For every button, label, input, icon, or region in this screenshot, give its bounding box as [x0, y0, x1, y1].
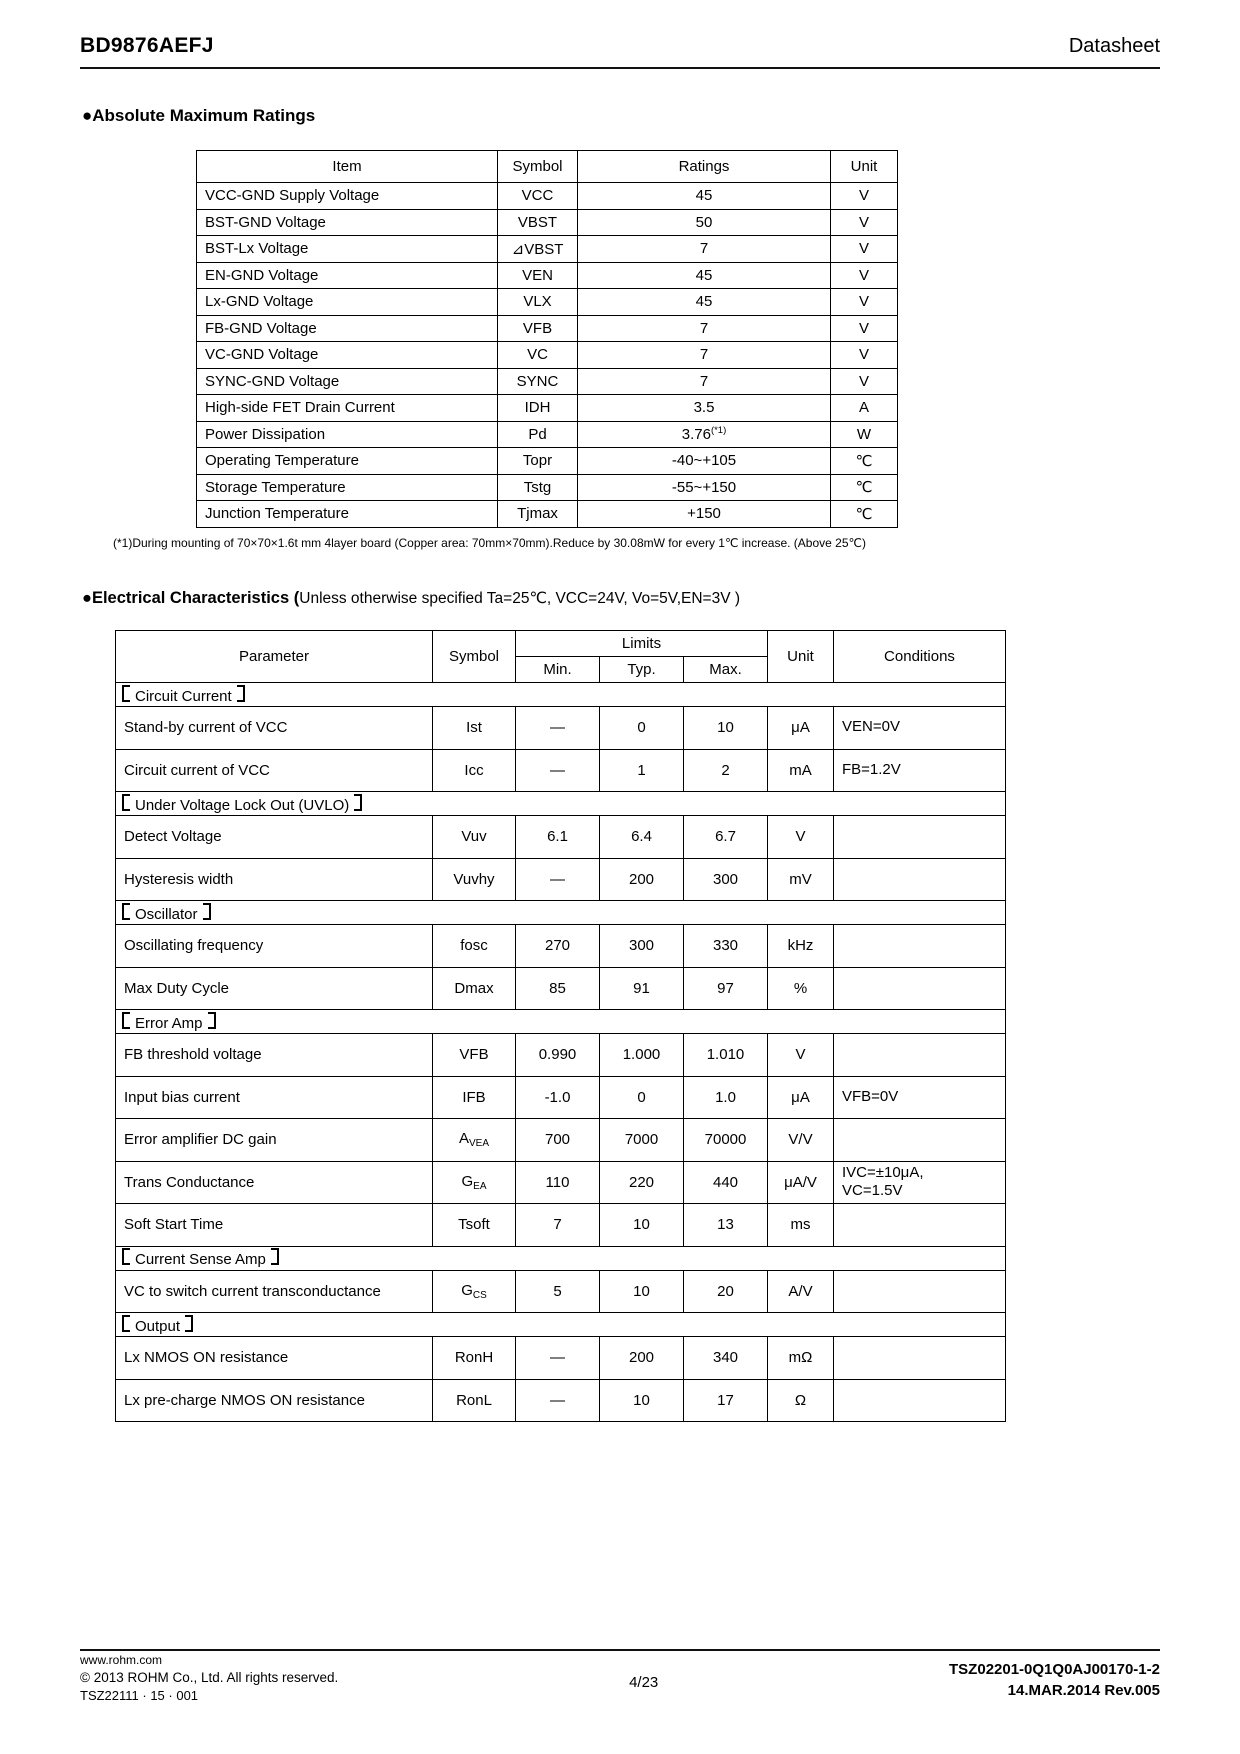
- ec-conditions-cell: VEN=0V: [834, 707, 1006, 750]
- table-row: [197, 395, 898, 422]
- section-label-cell: [116, 683, 1006, 707]
- col-header-max: Max.: [684, 657, 768, 683]
- amr-ratings-cell: -40~+105: [578, 448, 831, 475]
- ec-min-cell: —: [516, 1379, 600, 1422]
- ec-unit-cell: V: [768, 816, 834, 859]
- col-header-limits: Limits: [516, 631, 768, 657]
- ec-conditions-cell: [834, 1270, 1006, 1313]
- table-row: [197, 421, 898, 448]
- ec-unit-cell: ms: [768, 1204, 834, 1247]
- amr-symbol-cell: VFB: [498, 315, 578, 342]
- electrical-characteristics-table: [115, 630, 1006, 1422]
- ec-symbol-cell: [433, 1161, 516, 1204]
- symbol-base: G: [461, 1281, 473, 1299]
- amr-ratings-cell: 50: [578, 209, 831, 236]
- amr-symbol-cell: Pd: [498, 421, 578, 448]
- ec-conditions-cell: [834, 1161, 1006, 1204]
- amr-item-cell: Storage Temperature: [197, 474, 498, 501]
- ec-max-cell: 97: [684, 967, 768, 1010]
- ec-conditions-cell: FB=1.2V: [834, 749, 1006, 792]
- page-footer: [80, 1649, 1160, 1703]
- table-row: [197, 448, 898, 475]
- ec-unit-cell: mΩ: [768, 1337, 834, 1380]
- ec-conditions-cell: [834, 1379, 1006, 1422]
- amr-unit-cell: ℃: [831, 474, 898, 501]
- ec-min-cell: 0.990: [516, 1034, 600, 1077]
- ec-min-cell: —: [516, 749, 600, 792]
- section-label-cell: [116, 1010, 1006, 1034]
- rohm-website: www.rohm.com: [80, 1653, 163, 1667]
- ec-conditions-cell: [834, 816, 1006, 859]
- footer-doc-number: TSZ22111 · 15 · 001: [80, 1688, 199, 1703]
- amr-unit-cell: V: [831, 315, 898, 342]
- ec-typ-cell: 0: [600, 1076, 684, 1119]
- lenticular-bracket-left-icon: [122, 1248, 130, 1265]
- lenticular-bracket-right-icon: [237, 685, 245, 702]
- amr-ratings-cell: 7: [578, 315, 831, 342]
- ec-min-cell: -1.0: [516, 1076, 600, 1119]
- col-header-ratings: Ratings: [578, 151, 831, 183]
- ec-max-cell: 6.7: [684, 816, 768, 859]
- ec-min-cell: —: [516, 707, 600, 750]
- ec-unit-cell: V/V: [768, 1119, 834, 1162]
- ec-conditions-cell: [834, 858, 1006, 901]
- amr-unit-cell: V: [831, 289, 898, 316]
- ec-typ-cell: 0: [600, 707, 684, 750]
- ec-max-cell: 17: [684, 1379, 768, 1422]
- table-row: [197, 289, 898, 316]
- table-row: [116, 1119, 1006, 1162]
- lenticular-bracket-left-icon: [122, 794, 130, 811]
- ec-parameter-cell: Lx pre-charge NMOS ON resistance: [116, 1379, 433, 1422]
- table-row: [116, 858, 1006, 901]
- table-row: [116, 925, 1006, 968]
- ec-parameter-cell: Detect Voltage: [116, 816, 433, 859]
- ec-min-cell: 270: [516, 925, 600, 968]
- ec-typ-cell: 200: [600, 1337, 684, 1380]
- col-header-symbol: Symbol: [498, 151, 578, 183]
- amr-unit-cell: ℃: [831, 448, 898, 475]
- table-row: [116, 1204, 1006, 1247]
- section-label-cell: [116, 1246, 1006, 1270]
- footer-right-block: [949, 1653, 1160, 1703]
- amr-symbol-cell: Tstg: [498, 474, 578, 501]
- lenticular-bracket-right-icon: [354, 794, 362, 811]
- ec-parameter-cell: Trans Conductance: [116, 1161, 433, 1204]
- amr-unit-cell: ℃: [831, 501, 898, 528]
- ec-max-cell: 20: [684, 1270, 768, 1313]
- table-row: [116, 707, 1006, 750]
- amr-ratings-cell: 7: [578, 342, 831, 369]
- table-row: [116, 1337, 1006, 1380]
- amr-ratings-cell: -55~+150: [578, 474, 831, 501]
- section-row: [116, 1246, 1006, 1270]
- table-row: [197, 183, 898, 210]
- ec-min-cell: 85: [516, 967, 600, 1010]
- amr-footnote: (*1)During mounting of 70×70×1.6t mm 4layer board (Copper area: 70mm×70mm).Reduce by 30.08mW for every 1℃ increase. (Above 25℃): [113, 536, 866, 550]
- ec-min-cell: 7: [516, 1204, 600, 1247]
- ec-unit-cell: Ω: [768, 1379, 834, 1422]
- symbol-subscript: CS: [472, 1289, 487, 1301]
- amr-item-cell: High-side FET Drain Current: [197, 395, 498, 422]
- table-row: [116, 1161, 1006, 1204]
- ec-max-cell: 13: [684, 1204, 768, 1247]
- section-row: [116, 683, 1006, 707]
- ec-symbol-cell: RonH: [433, 1337, 516, 1380]
- amr-unit-cell: A: [831, 395, 898, 422]
- ec-title-bold: ●Electrical Characteristics (: [82, 589, 300, 607]
- ec-symbol-cell: Ist: [433, 707, 516, 750]
- ec-parameter-cell: Input bias current: [116, 1076, 433, 1119]
- ec-parameter-cell: Oscillating frequency: [116, 925, 433, 968]
- ec-parameter-cell: Error amplifier DC gain: [116, 1119, 433, 1162]
- table-row: [116, 1270, 1006, 1313]
- ec-min-cell: 110: [516, 1161, 600, 1204]
- footnote-ref: (*1): [710, 425, 727, 437]
- ec-parameter-cell: Circuit current of VCC: [116, 749, 433, 792]
- ec-parameter-cell: FB threshold voltage: [116, 1034, 433, 1077]
- amr-unit-cell: V: [831, 342, 898, 369]
- ec-max-cell: 330: [684, 925, 768, 968]
- ec-parameter-cell: Hysteresis width: [116, 858, 433, 901]
- absolute-maximum-ratings-table: [196, 150, 898, 528]
- ec-max-cell: 300: [684, 858, 768, 901]
- ec-max-cell: 1.0: [684, 1076, 768, 1119]
- ec-unit-cell: μA: [768, 1076, 834, 1119]
- ec-conditions-cell: [834, 1119, 1006, 1162]
- amr-item-cell: FB-GND Voltage: [197, 315, 498, 342]
- amr-unit-cell: W: [831, 421, 898, 448]
- amr-ratings-cell: 45: [578, 183, 831, 210]
- amr-ratings-cell: 45: [578, 289, 831, 316]
- amr-item-cell: Junction Temperature: [197, 501, 498, 528]
- amr-symbol-cell: VEN: [498, 262, 578, 289]
- ec-conditions-cell: [834, 1204, 1006, 1247]
- ec-symbol-cell: VFB: [433, 1034, 516, 1077]
- table-row: [197, 368, 898, 395]
- ec-conditions-cell: VFB=0V: [834, 1076, 1006, 1119]
- amr-symbol-cell: VCC: [498, 183, 578, 210]
- document-type-label: Datasheet: [1068, 35, 1160, 57]
- section-label-cell: [116, 901, 1006, 925]
- ec-unit-cell: mV: [768, 858, 834, 901]
- amr-symbol-cell: Topr: [498, 448, 578, 475]
- ec-title-conditions: Unless otherwise specified Ta=25℃, VCC=24V, Vo=5V,EN=3V ): [299, 590, 741, 607]
- ec-min-cell: 700: [516, 1119, 600, 1162]
- amr-ratings-cell: [578, 421, 831, 448]
- condition-line: IVC=±10μA,: [842, 1163, 924, 1181]
- amr-ratings-cell: 7: [578, 236, 831, 263]
- amr-item-cell: BST-GND Voltage: [197, 209, 498, 236]
- ec-typ-cell: 10: [600, 1270, 684, 1313]
- table-row: [197, 236, 898, 263]
- table-row: [116, 1379, 1006, 1422]
- ec-max-cell: 2: [684, 749, 768, 792]
- amr-ratings-cell: 45: [578, 262, 831, 289]
- section-label: Output: [135, 1317, 181, 1335]
- symbol-subscript: VEA: [469, 1138, 490, 1150]
- table-row: [116, 816, 1006, 859]
- ec-min-cell: —: [516, 858, 600, 901]
- amr-unit-cell: V: [831, 262, 898, 289]
- amr-item-cell: BST-Lx Voltage: [197, 236, 498, 263]
- ec-unit-cell: %: [768, 967, 834, 1010]
- ec-unit-cell: μA: [768, 707, 834, 750]
- table-row: [116, 1034, 1006, 1077]
- amr-item-cell: VCC-GND Supply Voltage: [197, 183, 498, 210]
- col-header-symbol: Symbol: [433, 631, 516, 683]
- ec-symbol-cell: Vuvhy: [433, 858, 516, 901]
- ec-typ-cell: 300: [600, 925, 684, 968]
- ec-section-title: [82, 589, 740, 608]
- ec-symbol-cell: [433, 1270, 516, 1313]
- col-header-item: Item: [197, 151, 498, 183]
- ec-parameter-cell: Stand-by current of VCC: [116, 707, 433, 750]
- amr-symbol-cell: VLX: [498, 289, 578, 316]
- ec-typ-cell: 10: [600, 1204, 684, 1247]
- amr-item-cell: Operating Temperature: [197, 448, 498, 475]
- ec-unit-cell: V: [768, 1034, 834, 1077]
- amr-item-cell: SYNC-GND Voltage: [197, 368, 498, 395]
- ec-conditions-cell: [834, 967, 1006, 1010]
- section-label-cell: [116, 792, 1006, 816]
- document-code: TSZ02201-0Q1Q0AJ00170-1-2: [949, 1661, 1160, 1678]
- lenticular-bracket-left-icon: [122, 1315, 130, 1332]
- copyright-text: © 2013 ROHM Co., Ltd. All rights reserved.: [80, 1670, 339, 1685]
- amr-symbol-cell: Tjmax: [498, 501, 578, 528]
- ec-min-cell: —: [516, 1337, 600, 1380]
- ec-typ-cell: 1: [600, 749, 684, 792]
- symbol-base: A: [458, 1130, 469, 1148]
- ratings-value: 3.76: [681, 426, 711, 444]
- table-row: [197, 315, 898, 342]
- amr-unit-cell: V: [831, 209, 898, 236]
- section-row: [116, 1010, 1006, 1034]
- table-header-row: [116, 631, 1006, 657]
- ec-symbol-cell: IFB: [433, 1076, 516, 1119]
- lenticular-bracket-right-icon: [185, 1315, 193, 1332]
- lenticular-bracket-right-icon: [271, 1248, 279, 1265]
- amr-item-cell: VC-GND Voltage: [197, 342, 498, 369]
- ec-symbol-cell: [433, 1119, 516, 1162]
- revision-date: 14.MAR.2014 Rev.005: [1007, 1682, 1160, 1699]
- lenticular-bracket-right-icon: [208, 1012, 216, 1029]
- ec-max-cell: 70000: [684, 1119, 768, 1162]
- table-row: [197, 342, 898, 369]
- table-row: [197, 501, 898, 528]
- ec-parameter-cell: Lx NMOS ON resistance: [116, 1337, 433, 1380]
- amr-item-cell: EN-GND Voltage: [197, 262, 498, 289]
- page-number: 4/23: [629, 1673, 659, 1691]
- col-header-unit: Unit: [831, 151, 898, 183]
- amr-symbol-cell: VBST: [498, 209, 578, 236]
- col-header-unit: Unit: [768, 631, 834, 683]
- ec-symbol-cell: Vuv: [433, 816, 516, 859]
- symbol-subscript: EA: [473, 1180, 487, 1192]
- part-number: BD9876AEFJ: [80, 34, 214, 57]
- table-row: [116, 1076, 1006, 1119]
- ec-typ-cell: 6.4: [600, 816, 684, 859]
- ec-conditions-cell: [834, 1337, 1006, 1380]
- ec-symbol-cell: Icc: [433, 749, 516, 792]
- amr-ratings-cell: 7: [578, 368, 831, 395]
- col-header-typ: Typ.: [600, 657, 684, 683]
- section-label-cell: [116, 1313, 1006, 1337]
- ec-symbol-cell: RonL: [433, 1379, 516, 1422]
- amr-item-cell: Power Dissipation: [197, 421, 498, 448]
- amr-unit-cell: V: [831, 183, 898, 210]
- lenticular-bracket-left-icon: [122, 1012, 130, 1029]
- ec-parameter-cell: VC to switch current transconductance: [116, 1270, 433, 1313]
- footer-left-block: [80, 1653, 338, 1703]
- section-row: [116, 792, 1006, 816]
- table-row: [116, 967, 1006, 1010]
- table-row: [116, 749, 1006, 792]
- table-row: [197, 262, 898, 289]
- ec-symbol-cell: Tsoft: [433, 1204, 516, 1247]
- ec-parameter-cell: Soft Start Time: [116, 1204, 433, 1247]
- ec-max-cell: 440: [684, 1161, 768, 1204]
- amr-ratings-cell: 3.5: [578, 395, 831, 422]
- ec-typ-cell: 91: [600, 967, 684, 1010]
- ec-typ-cell: 1.000: [600, 1034, 684, 1077]
- table-header-row: [197, 151, 898, 183]
- section-row: [116, 901, 1006, 925]
- ec-max-cell: 10: [684, 707, 768, 750]
- amr-symbol-cell: VC: [498, 342, 578, 369]
- amr-symbol-cell: ⊿VBST: [498, 236, 578, 263]
- lenticular-bracket-right-icon: [203, 903, 211, 920]
- symbol-base: G: [461, 1172, 474, 1190]
- section-label: Circuit Current: [135, 687, 232, 705]
- ec-typ-cell: 200: [600, 858, 684, 901]
- page-header: [80, 34, 1160, 69]
- lenticular-bracket-left-icon: [122, 903, 130, 920]
- section-row: [116, 1313, 1006, 1337]
- col-header-parameter: Parameter: [116, 631, 433, 683]
- col-header-min: Min.: [516, 657, 600, 683]
- amr-section-title: ●Absolute Maximum Ratings: [82, 106, 316, 125]
- section-label: Oscillator: [135, 905, 198, 923]
- ec-unit-cell: mA: [768, 749, 834, 792]
- ec-symbol-cell: Dmax: [433, 967, 516, 1010]
- ec-unit-cell: A/V: [768, 1270, 834, 1313]
- amr-symbol-cell: IDH: [498, 395, 578, 422]
- amr-ratings-cell: +150: [578, 501, 831, 528]
- ec-parameter-cell: Max Duty Cycle: [116, 967, 433, 1010]
- ec-conditions-cell: [834, 1034, 1006, 1077]
- section-label: Under Voltage Lock Out (UVLO): [135, 796, 350, 814]
- ec-typ-cell: 7000: [600, 1119, 684, 1162]
- ec-unit-cell: μA/V: [768, 1161, 834, 1204]
- condition-line: VC=1.5V: [842, 1182, 903, 1200]
- amr-symbol-cell: SYNC: [498, 368, 578, 395]
- table-row: [197, 474, 898, 501]
- ec-conditions-cell: [834, 925, 1006, 968]
- table-row: [197, 209, 898, 236]
- ec-typ-cell: 10: [600, 1379, 684, 1422]
- lenticular-bracket-left-icon: [122, 685, 130, 702]
- ec-min-cell: 6.1: [516, 816, 600, 859]
- ec-unit-cell: kHz: [768, 925, 834, 968]
- amr-unit-cell: V: [831, 368, 898, 395]
- amr-item-cell: Lx-GND Voltage: [197, 289, 498, 316]
- section-label: Error Amp: [135, 1014, 203, 1032]
- ec-typ-cell: 220: [600, 1161, 684, 1204]
- ec-min-cell: 5: [516, 1270, 600, 1313]
- ec-symbol-cell: fosc: [433, 925, 516, 968]
- ec-max-cell: 340: [684, 1337, 768, 1380]
- ec-max-cell: 1.010: [684, 1034, 768, 1077]
- section-label: Current Sense Amp: [135, 1251, 266, 1268]
- amr-unit-cell: V: [831, 236, 898, 263]
- col-header-conditions: Conditions: [834, 631, 1006, 683]
